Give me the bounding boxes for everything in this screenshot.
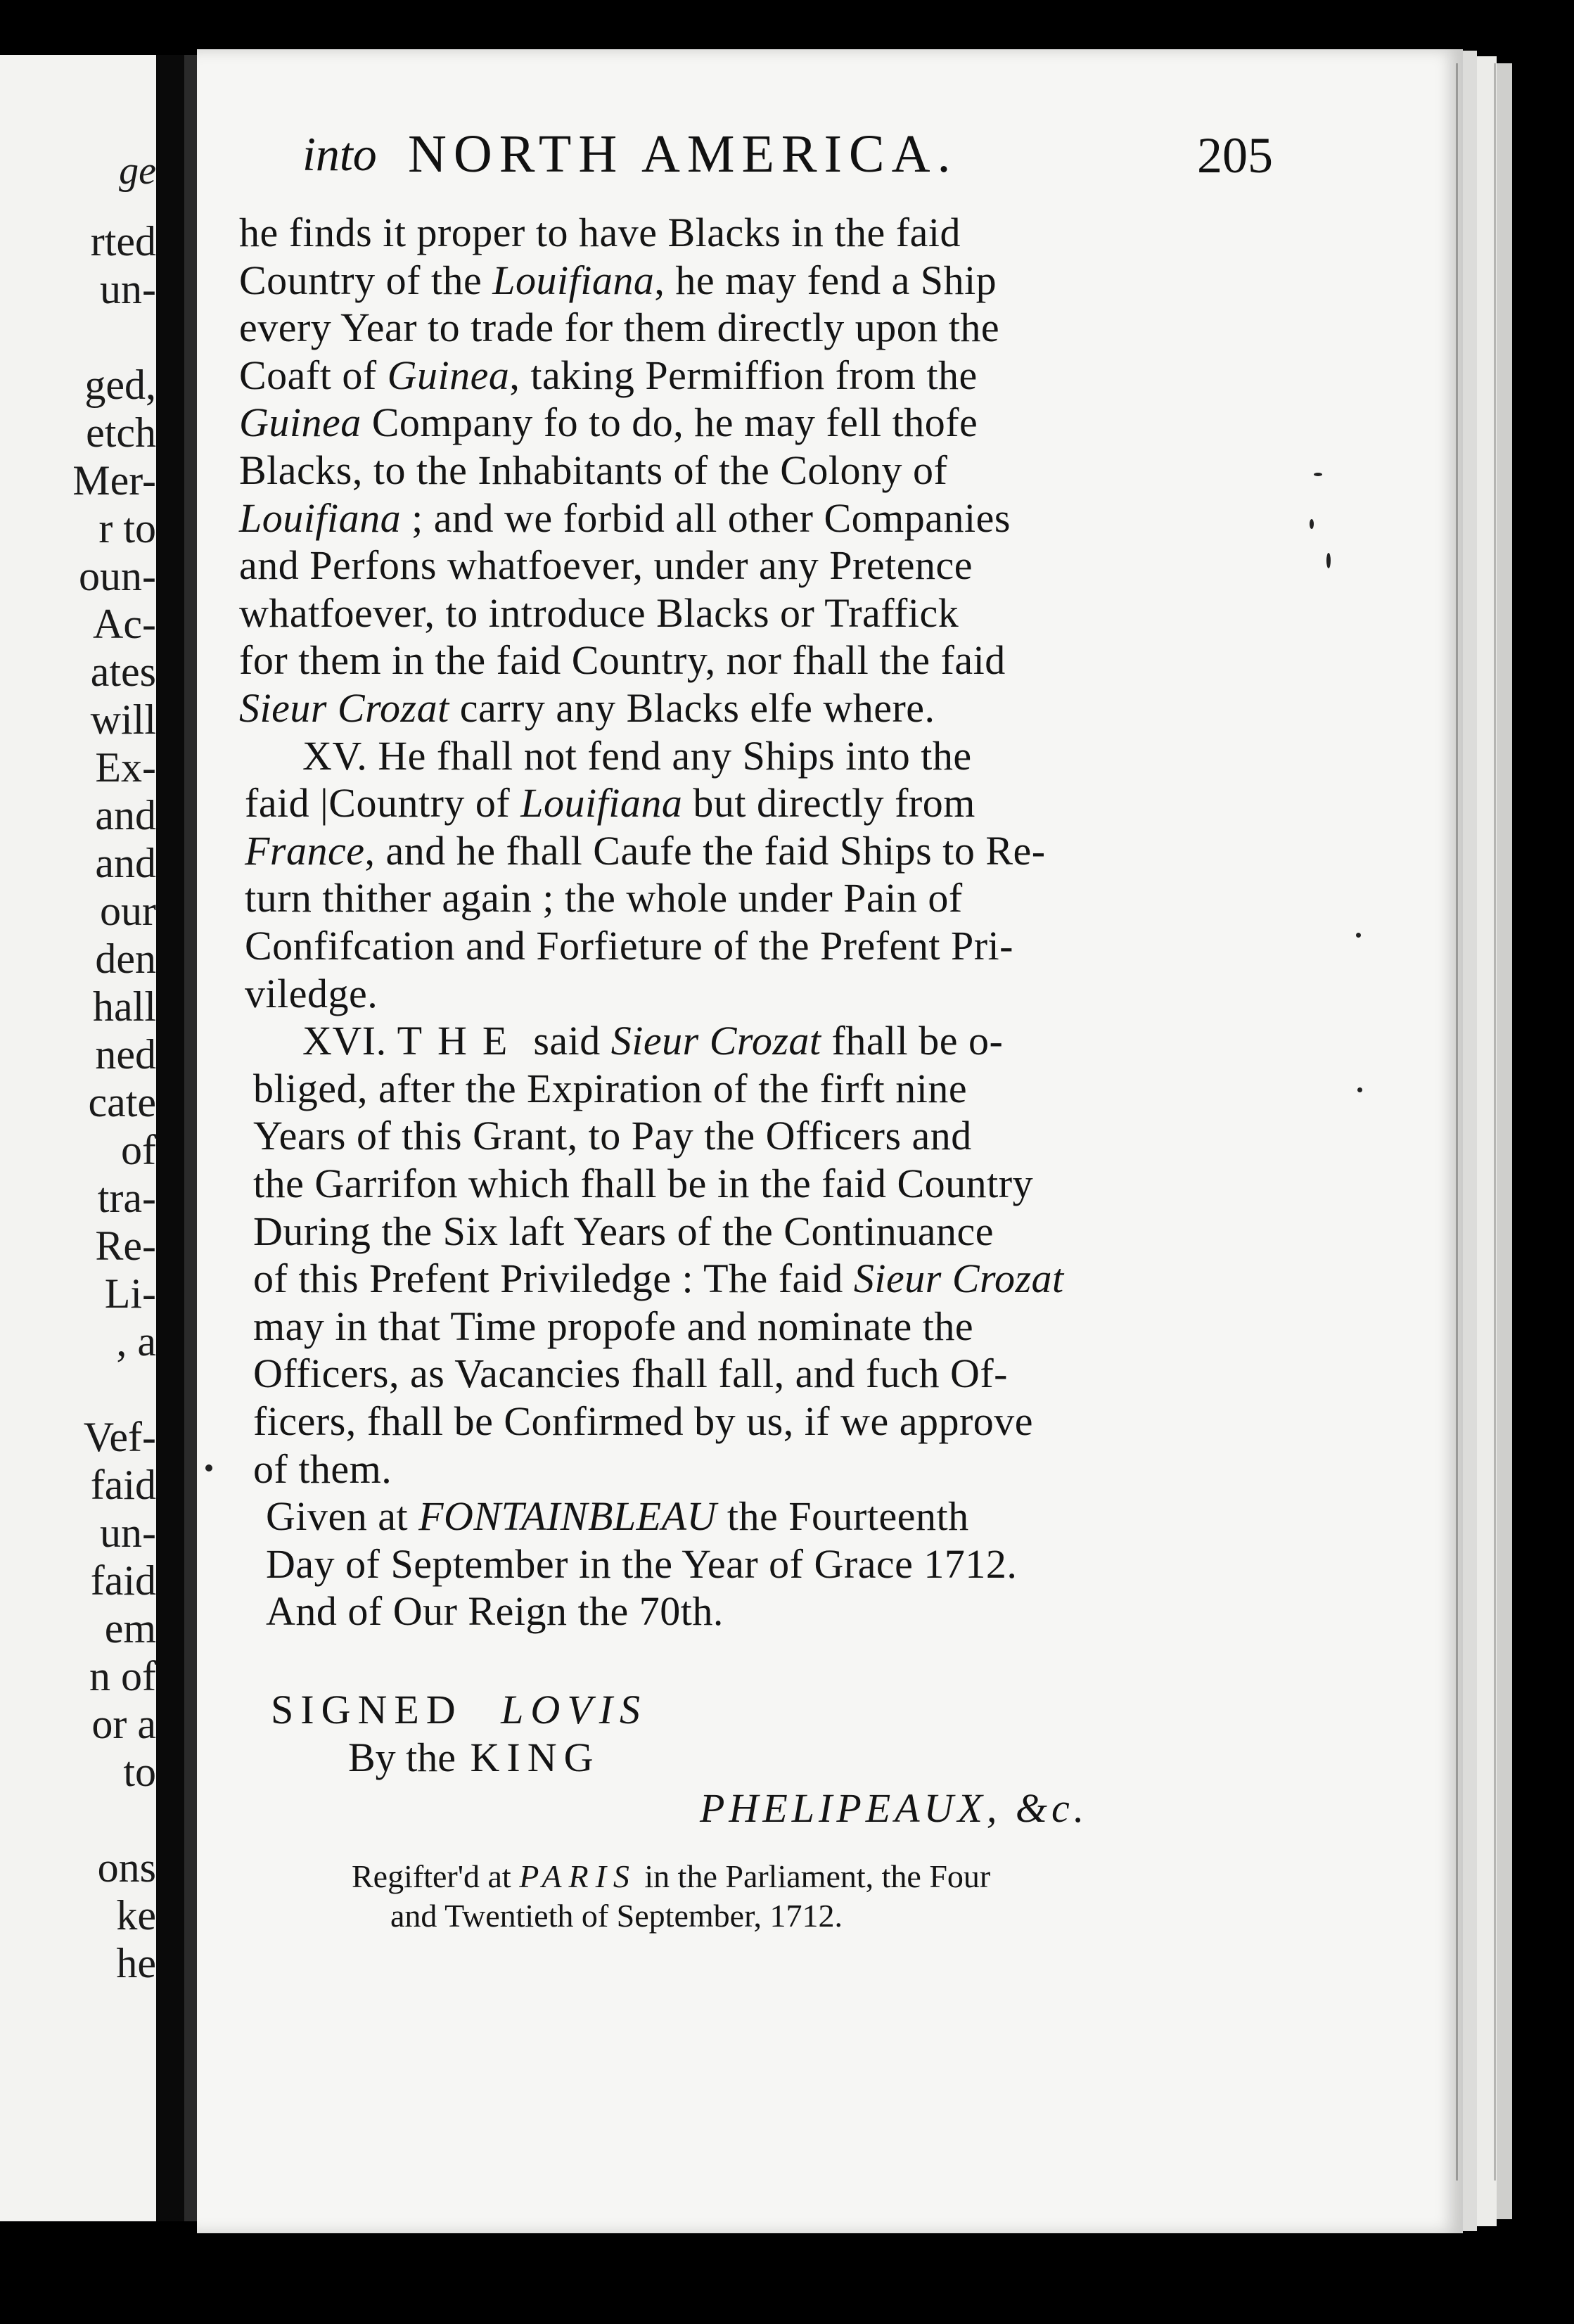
body-line (253, 1066, 967, 1112)
body-line (253, 1161, 1033, 1207)
by-the-label: By the (348, 1735, 456, 1780)
body-line (239, 257, 997, 304)
italic-phrase: Guinea (387, 352, 510, 398)
page-edge (1463, 51, 1477, 2231)
text-run: , he may fend a Ship (654, 257, 997, 303)
text-run: Country of the (239, 257, 493, 303)
previous-page-line: Vef- (83, 1414, 156, 1460)
previous-page-line: Re- (95, 1222, 156, 1269)
previous-page-line: of (121, 1127, 156, 1173)
body-line (239, 447, 947, 494)
counter-signature: PHELIPEAUX, &c. (700, 1785, 1089, 1831)
previous-page-line: den (95, 936, 156, 982)
previous-page-line: cate (88, 1079, 156, 1125)
ink-speck (1314, 473, 1322, 476)
text-run: bliged, after the Expiration of the firft nine (253, 1065, 968, 1111)
previous-page-line: r to (98, 505, 156, 551)
text-run: whatfoever, to introduce Blacks or Traffick (239, 589, 959, 636)
previous-page-line: ates (90, 649, 156, 695)
body-line (239, 542, 973, 589)
previous-page-line: faid (90, 1557, 156, 1604)
text-run: ficers, fhall be Confirmed by us, if we approve (253, 1398, 1034, 1444)
page-number: 205 (1197, 127, 1273, 184)
previous-page-line: etch (86, 409, 156, 456)
ink-speck (1310, 519, 1314, 529)
text-run: Confifcation and Forfieture of the Prefent Pri- (245, 923, 1013, 969)
book-gutter-shadow (184, 55, 197, 2221)
running-head-title: NORTH AMERICA. (408, 124, 958, 184)
body-line (245, 923, 1013, 969)
previous-page-fragment (0, 55, 156, 2221)
previous-page-line: un- (100, 266, 156, 312)
signed-label: SIGNED (271, 1687, 463, 1732)
previous-page-line: Li- (104, 1270, 156, 1317)
body-line (239, 305, 999, 351)
running-head (302, 120, 1273, 197)
previous-page-line: rted (90, 218, 156, 264)
body-line (253, 1303, 973, 1350)
body-line (302, 733, 972, 779)
previous-page-line: ned (95, 1031, 156, 1078)
italic-phrase: Sieur Crozat (610, 1018, 821, 1064)
italic-phrase: France (245, 827, 365, 874)
previous-page-line: tra- (97, 1175, 156, 1221)
previous-page-line: n of (89, 1653, 156, 1699)
ink-speck (205, 1464, 212, 1471)
previous-page-line: ons (97, 1844, 156, 1891)
body-line (266, 1493, 969, 1540)
previous-page-line: Mer- (72, 457, 156, 504)
body-line (266, 1588, 724, 1635)
text-run: and Perfons whatfoever, under any Pretence (239, 542, 973, 589)
body-line (239, 210, 961, 256)
page-edge (1497, 63, 1512, 2219)
ink-speck (1326, 553, 1331, 568)
text-run: And of Our Reign the 70th. (266, 1588, 724, 1635)
italic-phrase: Sieur Crozat (853, 1256, 1064, 1302)
previous-page-line: and (95, 792, 156, 838)
body-line (302, 1018, 1003, 1064)
previous-page-line: ged, (84, 362, 156, 408)
body-line (239, 590, 959, 637)
registration-pre: Regifter'd at (352, 1858, 520, 1894)
body-line (253, 1446, 392, 1493)
body-line (253, 1351, 1008, 1397)
running-head-into: into (302, 127, 377, 181)
italic-phrase: Louifiana (239, 494, 402, 541)
previous-page-line: and (95, 840, 156, 886)
text-run: but directly from (682, 780, 975, 826)
text-run: XV. He fhall not fend any Ships into the (302, 732, 972, 779)
text-run: Company fo to do, he may fell thofe (361, 400, 978, 446)
signature-signed-line (271, 1687, 647, 1733)
text-run: During the Six laft Years of the Continuance (253, 1208, 994, 1254)
body-line (245, 875, 963, 921)
text-run: of them. (253, 1445, 392, 1492)
text-run: XVI. (302, 1018, 397, 1064)
text-run: viledge. (245, 970, 378, 1016)
previous-page-line: our (100, 888, 156, 934)
body-line (239, 637, 1006, 684)
previous-page-line: ge (119, 149, 156, 193)
previous-page-line: un- (100, 1509, 156, 1556)
body-line (253, 1398, 1033, 1445)
previous-page-line: oun- (79, 553, 156, 599)
page-fold-line (1494, 63, 1496, 2181)
text-run: ; and we forbid all other Companies (401, 494, 1011, 541)
previous-page-line: he (116, 1940, 156, 1986)
text-run: Coaft of (239, 352, 388, 398)
text-run: he finds it proper to have Blacks in the faid (239, 210, 961, 255)
previous-page-line: faid (90, 1462, 156, 1508)
registration-place: PARIS (519, 1858, 636, 1894)
previous-page-line: em (104, 1605, 156, 1652)
previous-page-line: Ex- (95, 744, 156, 791)
text-run: fhall be o- (821, 1018, 1004, 1064)
italic-phrase: Louifiana (520, 780, 683, 826)
page-fold-line (1456, 63, 1458, 2181)
text-run: Years of this Grant, to Pay the Officers and (253, 1113, 972, 1159)
text-run: Officers, as Vacancies fhall fall, and fuch Of- (253, 1351, 1008, 1397)
text-run: the Fourteenth (716, 1493, 969, 1540)
previous-page-line: to (123, 1749, 156, 1795)
text-run: said (523, 1018, 611, 1064)
king-label: KING (470, 1735, 601, 1780)
previous-page-line: Ac- (93, 601, 156, 647)
body-line (266, 1541, 1017, 1588)
body-line (253, 1113, 972, 1159)
registration-line-2: and Twentieth of September, 1712. (390, 1898, 843, 1934)
text-run: every Year to trade for them directly upon the (239, 305, 1000, 351)
previous-page-line: , a (116, 1318, 156, 1365)
ink-speck (1357, 1087, 1362, 1092)
italic-phrase: Guinea (239, 400, 361, 446)
body-line (239, 495, 1011, 542)
body-line (253, 1208, 994, 1255)
text-run: Day of September in the Year of Grace 1712. (266, 1540, 1018, 1587)
previous-page-line: hall (93, 983, 156, 1030)
italic-phrase: FONTAINBLEAU (418, 1493, 717, 1540)
text-run: of this Prefent Priviledge : The faid (253, 1256, 854, 1302)
body-line (239, 352, 978, 399)
previous-page-line: will (90, 696, 156, 743)
book-gutter (156, 55, 184, 2221)
previous-page-line: or a (91, 1701, 156, 1747)
body-line (253, 1256, 1064, 1302)
text-run: , and he fhall Caufe the faid Ships to Re- (364, 827, 1046, 874)
text-run: faid |Country of (245, 780, 521, 826)
body-line (239, 685, 935, 732)
spaced-caps: THE (397, 1018, 523, 1064)
text-run: Blacks, to the Inhabitants of the Colony of (239, 447, 948, 493)
text-run: turn thither again ; the whole under Pain of (245, 875, 963, 921)
signed-name: LOVIS (501, 1687, 648, 1732)
italic-phrase: Sieur Crozat (239, 685, 449, 731)
registration-post: in the Parliament, the Four (636, 1858, 991, 1894)
body-line (239, 400, 978, 446)
italic-phrase: Louifiana (492, 257, 655, 303)
registration-line-1 (352, 1857, 990, 1896)
text-run: carry any Blacks elfe where. (449, 685, 935, 731)
previous-page-line: ke (116, 1892, 156, 1939)
text-run: for them in the faid Country, nor fhall the faid (239, 637, 1006, 684)
ink-speck (1356, 933, 1361, 938)
body-line (245, 828, 1046, 874)
text-run: may in that Time propofe and nominate the (253, 1303, 974, 1349)
body-line (245, 780, 975, 826)
body-line (245, 971, 378, 1017)
text-run: , taking Permiffion from the (509, 352, 978, 398)
signature-by-the-king (348, 1735, 601, 1781)
text-run: Given at (266, 1493, 419, 1540)
text-run: the Garrifon which fhall be in the faid Country (253, 1161, 1034, 1206)
